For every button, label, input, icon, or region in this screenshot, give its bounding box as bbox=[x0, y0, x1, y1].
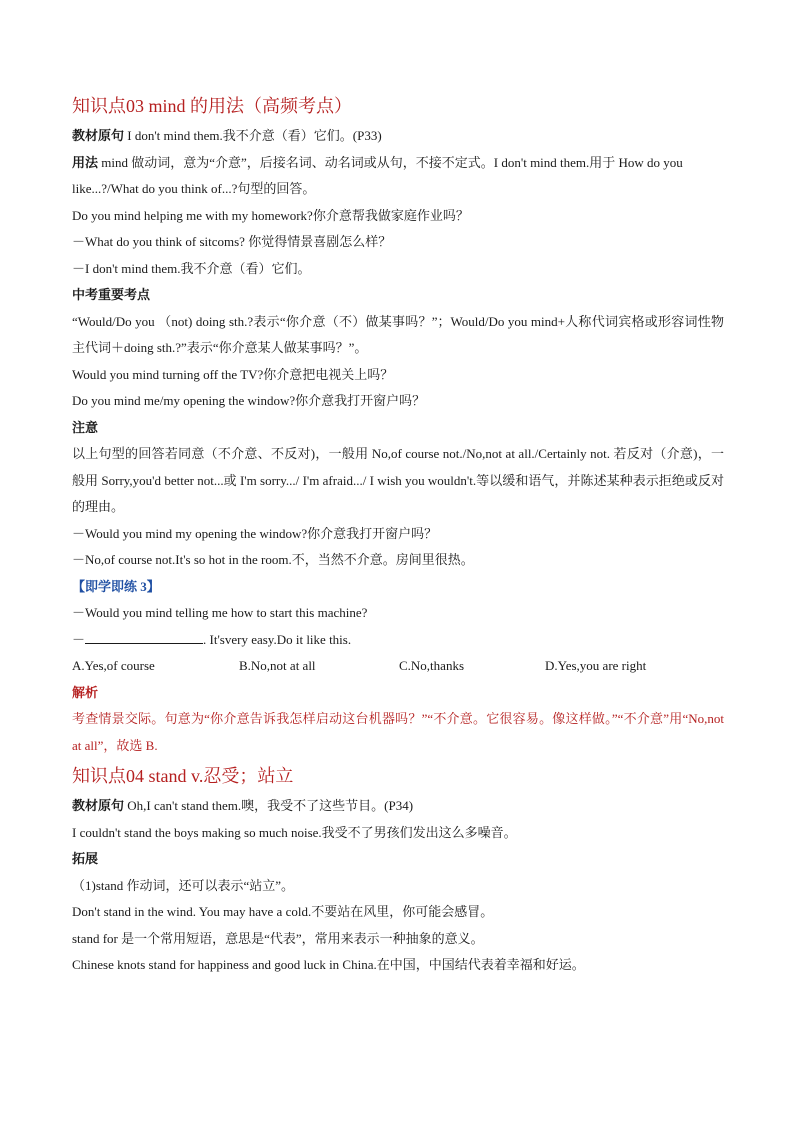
exam-points-label: 中考重要考点 bbox=[72, 287, 151, 302]
textbook-sentence-text: Oh,I can't stand them.噢，我受不了这些节目。(P34) bbox=[124, 798, 414, 813]
answer-line-rest: . It'svery easy.Do it like this. bbox=[203, 631, 352, 647]
option-b[interactable]: B.No,not at all bbox=[239, 658, 316, 673]
option-c[interactable]: C.No,thanks bbox=[399, 658, 464, 673]
usage-paragraph bbox=[72, 150, 724, 177]
extension-label: 拓展 bbox=[72, 851, 99, 866]
question-line: －Would you mind telling me how to start this machine? bbox=[72, 605, 368, 620]
exam-points-text: “Would/Do you （not) doing sth.?表示“你介意（不）做某事吗？”；Would/Do you mind+人称代词宾格或形容词性物主代词＋doing sth.?”表示“你介意某人做某事吗？”。 bbox=[72, 313, 724, 355]
example-sentence: stand for 是一个常用短语，意思是“代表”，常用来表示一种抽象的意义。 bbox=[72, 930, 484, 946]
analysis-text: 考查情景交际。句意为“你介意告诉我怎样启动这台机器吗？”“不介意。它很容易。像这样做。”“不介意”用“No,not at all”，故选 B. bbox=[72, 711, 724, 753]
document-page bbox=[72, 93, 724, 979]
example-sentence: －I don't mind them.我不介意（看）它们。 bbox=[72, 260, 311, 276]
answer-options bbox=[72, 653, 724, 680]
option-d[interactable]: D.Yes,you are right bbox=[545, 658, 647, 673]
section-title-stand: 知识点04 stand v.忍受；站立 bbox=[72, 766, 294, 786]
example-sentence: －What do you think of sitcoms? 你觉得情景喜剧怎么样？ bbox=[72, 234, 392, 249]
exercise-title: 【即学即练 3】 bbox=[72, 578, 160, 594]
section-title-mind: 知识点03 mind 的用法（高频考点） bbox=[72, 96, 353, 116]
example-sentence: I couldn't stand the boys making so much noise.我受不了男孩们发出这么多噪音。 bbox=[72, 824, 517, 840]
example-sentence: Would you mind turning off the TV?你介意把电视关上吗？ bbox=[72, 366, 394, 382]
example-sentence: Don't stand in the wind. You may have a cold.不要站在风里，你可能会感冒。 bbox=[72, 904, 494, 919]
note-label: 注意 bbox=[72, 419, 99, 435]
example-sentence: Do you mind me/my opening the window?你介意我打开窗户吗？ bbox=[72, 393, 426, 408]
example-sentence: Chinese knots stand for happiness and good luck in China.在中国，中国结代表着幸福和好运。 bbox=[72, 957, 585, 972]
example-sentence: －No,of course not.It's so hot in the room.不，当然不介意。房间里很热。 bbox=[72, 552, 474, 567]
example-sentence: －Would you mind my opening the window?你介意我打开窗户吗？ bbox=[72, 525, 438, 541]
answer-line bbox=[72, 627, 724, 654]
textbook-sentence-label: 教材原句 bbox=[72, 128, 125, 143]
usage-text: mind 做动词，意为“介意”，后接名词、动名词或从句，不接不定式。I don't mind them.用于 How do you bbox=[98, 154, 683, 170]
answer-blank[interactable] bbox=[85, 629, 203, 644]
example-sentence: Do you mind helping me with my homework?你介意帮我做家庭作业吗？ bbox=[72, 207, 469, 223]
usage-label: 用法 bbox=[72, 154, 99, 170]
textbook-sentence-text: I don't mind them.我不介意（看）它们。(P33) bbox=[124, 128, 382, 143]
textbook-sentence-label: 教材原句 bbox=[72, 798, 125, 813]
note-text: 以上句型的回答若同意（不介意、不反对)，一般用 No,of course not./No,not at all./Certainly not. 若反对（介意)，一般用 Sorry,you'd better not...或 I'm sorry.../ I'm afraid.../ I wish you wouldn't.等以缓和语气，并陈述某种表示拒绝或反对的理由。 bbox=[72, 446, 724, 514]
usage-continuation: like...?/What do you think of...?句型的回答。 bbox=[72, 181, 316, 196]
dash: － bbox=[72, 631, 86, 647]
option-a[interactable]: A.Yes,of course bbox=[72, 658, 155, 673]
analysis-label: 解析 bbox=[72, 684, 99, 700]
textbook-sentence bbox=[72, 793, 724, 820]
textbook-sentence bbox=[72, 123, 724, 150]
extension-point: （1)stand 作动词，还可以表示“站立”。 bbox=[72, 877, 295, 893]
